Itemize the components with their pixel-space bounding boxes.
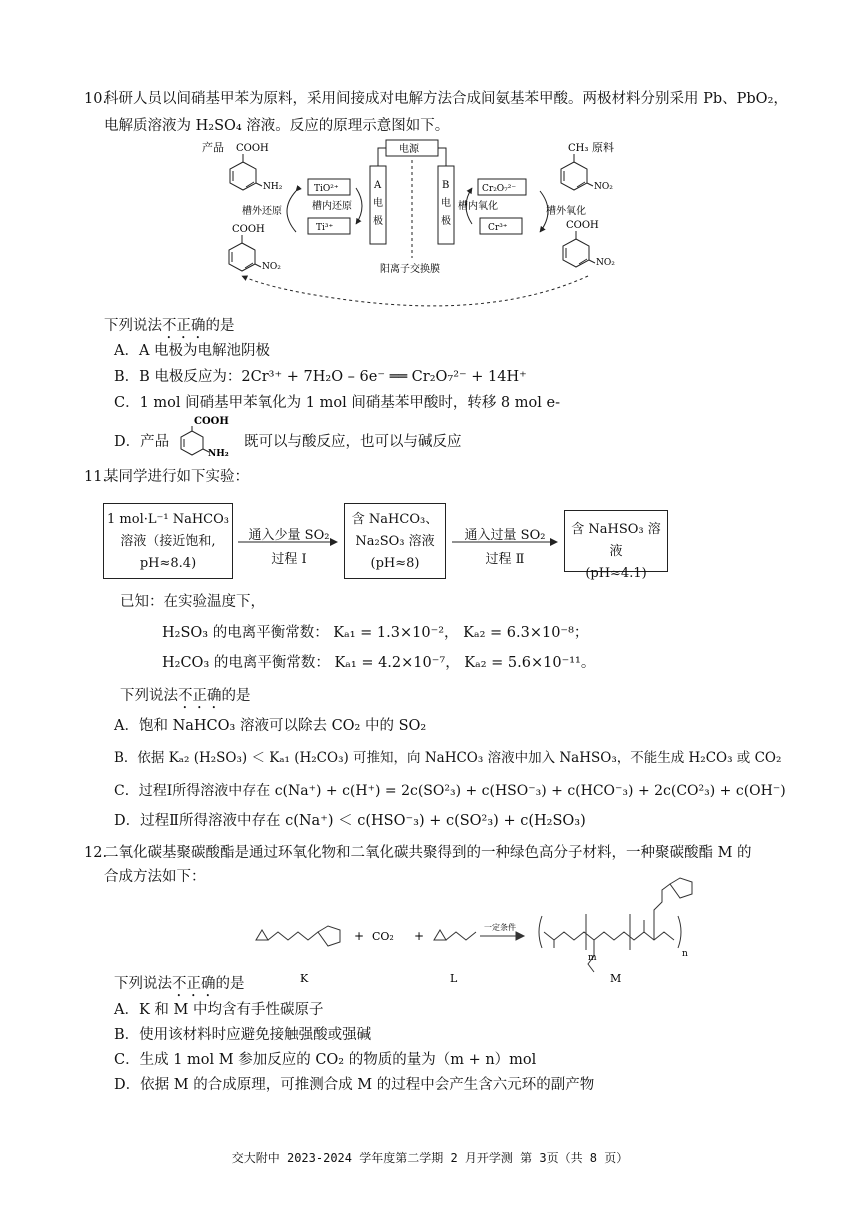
- a-electrode-label-2: 极: [373, 216, 383, 227]
- q10-option-d-structure: [170, 414, 230, 458]
- outer-reduction-label: 槽外还原: [242, 206, 282, 217]
- oxidized-no2: NO₂: [596, 258, 615, 268]
- q11-stem: 某同学进行如下实验：: [104, 469, 249, 485]
- q12-stem-line2: 合成方法如下：: [104, 869, 206, 885]
- q10-stem-line1: 科研人员以间硝基甲苯为原料，采用间接成对电解方法合成间氨基苯甲酸。两极材料分别采用 Pb、PbO₂，: [104, 91, 788, 107]
- cr3-label: Cr³⁺: [488, 223, 508, 233]
- m-furan: [670, 878, 692, 898]
- q11-option-d: D．过程Ⅱ所得溶液中存在 c(Na⁺) ＜ c(HSO⁻₃) + c(SO²₃) + c(H₂SO₃): [114, 813, 586, 829]
- raw-benzene-ring: [561, 154, 593, 190]
- b-electrode-label-1: 电: [441, 198, 451, 209]
- flow-box-3: 含 NaHSO₃ 溶液 (pH≈4.1): [564, 510, 668, 572]
- m-bracket-left: [539, 916, 542, 948]
- nitro-acid-benzene-ring: [229, 235, 261, 271]
- q11-number: 11.: [84, 469, 108, 485]
- oxidized-benzene-ring: [563, 231, 595, 267]
- outer-oxidation-label: 槽外氧化: [546, 206, 586, 217]
- q10-ask: 下列说法不正确的是: [104, 318, 235, 334]
- recycle-dashed-arrow: [242, 276, 588, 306]
- l-chain: [446, 932, 476, 940]
- nitro-acid-cooh: COOH: [232, 224, 265, 235]
- q11-option-b: B．依据 Kₐ₂ (H₂SO₃) ＜ Kₐ₁ (H₂CO₃) 可推知，向 NaHCO₃ 溶液中加入 NaHSO₃，不能生成 H₂CO₃ 或 CO₂: [114, 750, 782, 766]
- arrow2-bottom-label: 过程 Ⅱ: [485, 552, 525, 567]
- q12-stem-line1: 二氧化碳基聚碳酸酯是通过环氧化物和二氧化碳共聚得到的一种绿色高分子材料，一种聚碳酸酯 M 的: [104, 845, 752, 861]
- raw-no2: NO₂: [594, 182, 613, 192]
- product-label: 产品: [202, 141, 224, 154]
- condition-label: 一定条件: [484, 923, 516, 932]
- q11-option-a: A．饱和 NaHCO₃ 溶液可以除去 CO₂ 中的 SO₂: [114, 718, 427, 734]
- power-label: 电源: [399, 144, 419, 155]
- q10-ask-emphasis: 不正确: [162, 318, 206, 334]
- cr2o7-label: Cr₂O₇²⁻: [482, 184, 517, 194]
- oxidized-cooh: COOH: [566, 220, 599, 231]
- sub-m: m: [588, 953, 597, 963]
- product-nh2: NH₂: [263, 182, 283, 192]
- label-l: L: [450, 972, 458, 985]
- m-bracket-right: [678, 916, 681, 948]
- arrow1-top-label: 通入少量 SO₂: [248, 528, 330, 543]
- sub-n: n: [682, 949, 688, 959]
- polycarbonate-synthesis-scheme: [250, 870, 710, 990]
- q10-stem-line2: 电解质溶液为 H₂SO₄ 溶液。反应的原理示意图如下。: [104, 118, 450, 134]
- k-chain: [268, 932, 318, 940]
- flow-box-2: 含 NaHCO₃、 Na₂SO₃ 溶液 (pH≈8): [344, 503, 446, 579]
- inner-reduction-label: 槽内还原: [312, 201, 352, 212]
- q11-ask: 下列说法不正确的是: [120, 688, 251, 704]
- k-furan: [318, 926, 340, 946]
- svg-text:COOH: COOH: [194, 416, 229, 427]
- page-footer: 交大附中 2023-2024 学年度第二学期 2 月开学测 第 3页（共 8 页）: [231, 1151, 629, 1165]
- inner-reduction-arrow: [356, 188, 362, 224]
- q10-option-c: C．1 mol 间硝基甲苯氧化为 1 mol 间硝基苯甲酸时，转移 8 mol e-: [114, 395, 560, 411]
- m-side-chain-furan: [654, 884, 670, 940]
- product-benzene-ring: [230, 154, 262, 190]
- outer-reduction-arrow: [287, 191, 296, 232]
- electrolysis-diagram: [196, 136, 636, 308]
- arrow2-top-label: 通入过量 SO₂: [464, 528, 546, 543]
- b-electrode-label-2: 极: [441, 216, 451, 227]
- q11-known: 已知：在实验温度下，: [120, 594, 265, 610]
- q11-h2co3-constants: H₂CO₃ 的电离平衡常数： Kₐ₁ = 4.2×10⁻⁷， Kₐ₂ = 5.6×10⁻¹¹。: [162, 655, 596, 671]
- arrow1-bottom-label: 过程 Ⅰ: [271, 552, 307, 567]
- label-k: K: [300, 972, 309, 985]
- plus-sign-2: +: [414, 929, 425, 943]
- a-electrode-label-1: 电: [373, 198, 383, 209]
- q12-ask: 下列说法不正确的是: [114, 976, 245, 992]
- q12-number: 12.: [84, 845, 108, 861]
- q10-number: 10.: [84, 91, 108, 107]
- co2-label: CO₂: [372, 930, 394, 943]
- arrow2: [450, 536, 562, 548]
- membrane-label: 阳离子交换膜: [380, 264, 440, 275]
- q11-option-c: C．过程Ⅰ所得溶液中存在 c(Na⁺) + c(H⁺) = 2c(SO²₃) + c(HSO⁻₃) + c(HCO⁻₃) + 2c(CO²₃) + c(OH⁻): [114, 783, 786, 799]
- ti3-label: Ti³⁺: [316, 223, 334, 233]
- label-m: M: [610, 972, 622, 985]
- svg-text:NH₂: NH₂: [208, 449, 229, 458]
- q10-option-a: A．A 电极为电解池阴极: [114, 343, 271, 359]
- flow-box-1: 1 mol·L⁻¹ NaHCO₃ 溶液（接近饱和, pH≈8.4): [103, 503, 233, 579]
- raw-ch3: CH₃: [568, 143, 589, 154]
- q12-ask-emphasis: 不正确: [172, 976, 216, 992]
- plus-sign-1: +: [354, 929, 365, 943]
- a-electrode-label-0: A: [374, 180, 382, 191]
- q10-option-d-pre: D．产品: [114, 434, 170, 450]
- arrow1: [236, 536, 342, 548]
- l-epoxide: [434, 930, 446, 940]
- q12-option-b: B．使用该材料时应避免接触强酸或强碱: [114, 1027, 372, 1043]
- q12-option-a: A．K 和 M 中均含有手性碳原子: [114, 1002, 324, 1018]
- b-electrode-label-0: B: [442, 180, 450, 191]
- product-cooh: COOH: [236, 143, 269, 154]
- q10-option-d-post: 既可以与酸反应，也可以与碱反应: [244, 434, 462, 450]
- nitro-acid-no2: NO₂: [262, 262, 281, 272]
- q11-ask-emphasis: 不正确: [178, 688, 222, 704]
- raw-label: 原料: [592, 141, 614, 154]
- q10-option-b: B．B 电极反应为：2Cr³⁺ + 7H₂O – 6e⁻ ══ Cr₂O₇²⁻ + 14H⁺: [114, 369, 527, 385]
- tio2-label: TiO²⁺: [314, 184, 339, 194]
- k-epoxide: [256, 930, 268, 940]
- q12-option-c: C．生成 1 mol M 参加反应的 CO₂ 的物质的量为（m + n）mol: [114, 1052, 537, 1068]
- q11-h2so3-constants: H₂SO₃ 的电离平衡常数： Kₐ₁ = 1.3×10⁻²， Kₐ₂ = 6.3×10⁻⁸；: [162, 625, 589, 641]
- inner-oxidation-label: 槽内氧化: [458, 201, 498, 212]
- q12-option-d: D．依据 M 的合成原理，可推测合成 M 的过程中会产生含六元环的副产物: [114, 1077, 595, 1093]
